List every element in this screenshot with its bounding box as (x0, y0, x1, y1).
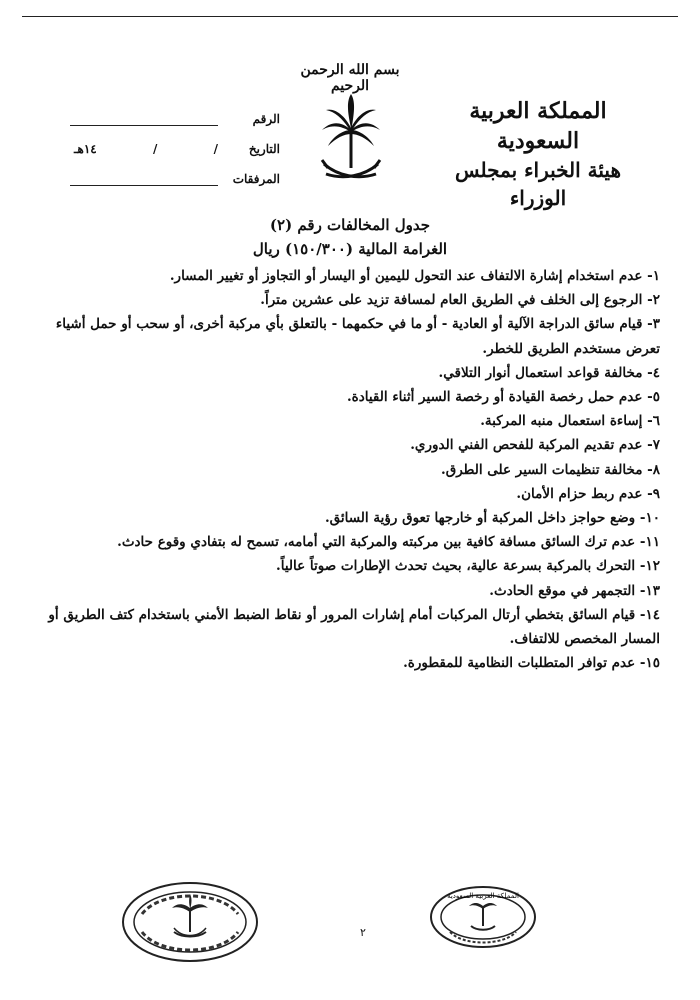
bureau-name: هيئة الخبراء بمجلس الوزراء (454, 158, 621, 210)
reference-block (70, 96, 280, 186)
date-row (70, 126, 280, 156)
date-label: التاريخ (248, 142, 280, 156)
number-line (70, 111, 218, 126)
official-seal-icon (120, 880, 260, 964)
list-item: ٩- عدم ربط حزام الأمان. (516, 485, 660, 502)
list-item: ٤- مخالفة قواعد استعمال أنوار التلاقي. (438, 364, 660, 381)
attachments-label: المرفقات (232, 172, 280, 186)
top-border-rule (22, 16, 678, 17)
date-suffix: ١٤هـ (74, 142, 97, 156)
date-sep-2: / (152, 142, 158, 156)
list-item: ١- عدم استخدام إشارة الالتفاف عند التحول لليمين أو اليسار أو التجاوز أو تغيير المسار. (169, 268, 660, 284)
attachments-line (70, 171, 218, 186)
list-item: ٥- عدم حمل رخصة القيادة أو رخصة السير أثناء القيادة. (346, 389, 660, 406)
seal-text: المملكة العربية السعودية (447, 892, 519, 900)
list-item: ٦- إساءة استعمال منبه المركبة. (480, 413, 660, 430)
palm-swords-emblem-icon (318, 90, 384, 190)
fine-amount: الغرامة المالية (١٥٠/٣٠٠) ريال (252, 240, 448, 258)
list-item: ١٠- وضع حواجز داخل المركبة أو خارجها تعوق رؤية السائق. (324, 510, 660, 527)
number-row (70, 96, 280, 126)
official-seal-icon (428, 884, 538, 950)
list-item: ١٢- التحرك بالمركبة بسرعة عالية، بحيث تحدث الإطارات صوتاً عالياً. (276, 558, 660, 575)
list-item: ٨- مخالفة تنظيمات السير على الطرق. (441, 461, 660, 478)
list-item: ١٥- عدم توافر المتطلبات النظامية للمقطورة. (403, 655, 660, 672)
attachments-row (70, 156, 280, 186)
list-item: ١٤- قيام السائق بتخطي أرتال المركبات أمام إشارات المرور أو نقاط الضبط الأمني باستخدام كتف الطريق أو المسار المخصص للالتفاف. (48, 606, 660, 648)
date-field (70, 142, 224, 156)
date-sep-1: / (213, 142, 218, 156)
document-title: جدول المخالفات رقم (٢) (269, 216, 431, 234)
list-item: ١١- عدم ترك السائق مسافة كافية بين مركبته والمركبة التي أمامه، تسمح له بتفادي وقوع حادث. (117, 534, 660, 551)
list-item: ٢- الرجوع إلى الخلف في الطريق العام لمسافة تزيد على عشرين متراً. (260, 292, 660, 309)
page-number: ٢ (360, 926, 366, 939)
list-item: ٧- عدم تقديم المركبة للفحص الفني الدوري. (410, 437, 660, 454)
list-item: ١٣- التجمهر في موقع الحادث. (489, 582, 660, 599)
basmala: بسم الله الرحمن الرحيم (300, 62, 400, 94)
list-item: ٣- قيام سائق الدراجة الآلية أو العادية - أو ما في حكمهما - بالتعلق بأي مركبة أخرى، أو سحب أو حمل أشياء تعرض مستخدم الطريق للخطر. (55, 316, 660, 357)
violations-list (40, 264, 660, 675)
number-label: الرقم (252, 112, 280, 126)
organization-header (428, 96, 648, 212)
kingdom-name: المملكة العربية السعودية (469, 98, 607, 154)
